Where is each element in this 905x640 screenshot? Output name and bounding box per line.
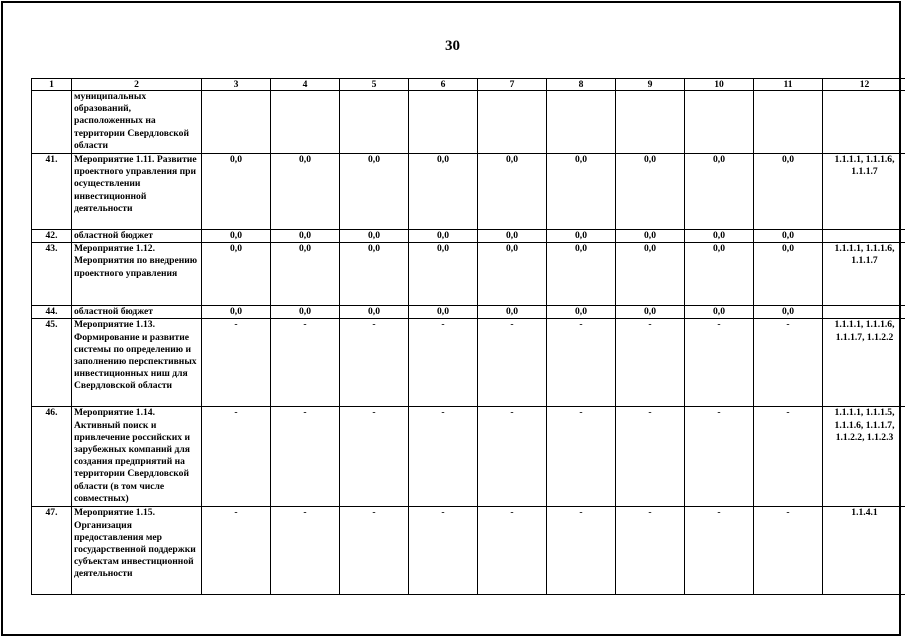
- value-cell: -: [271, 507, 340, 595]
- table-row: [32, 507, 905, 595]
- value-cell: 0,0: [478, 230, 547, 243]
- value-cell: -: [616, 319, 685, 407]
- row-name: областной бюджет: [72, 306, 202, 319]
- value-cell: -: [547, 407, 616, 507]
- target-indicators: 1.1.1.1, 1.1.1.6, 1.1.1.7: [823, 243, 905, 306]
- column-header: 6: [409, 79, 478, 91]
- program-table: [31, 78, 905, 595]
- column-header: 2: [72, 79, 202, 91]
- value-cell: 0,0: [685, 306, 754, 319]
- column-header: 1: [32, 79, 72, 91]
- row-number: 47.: [32, 507, 72, 595]
- value-cell: 0,0: [340, 243, 409, 306]
- row-number: 42.: [32, 230, 72, 243]
- table-row: [32, 306, 905, 319]
- value-cell: -: [547, 507, 616, 595]
- value-cell: 0,0: [547, 306, 616, 319]
- value-cell: [547, 91, 616, 154]
- value-cell: -: [340, 507, 409, 595]
- target-indicators: 1.1.1.1, 1.1.1.6, 1.1.1.7: [823, 154, 905, 230]
- value-cell: 0,0: [478, 306, 547, 319]
- table-row: [32, 319, 905, 407]
- value-cell: -: [202, 319, 271, 407]
- value-cell: -: [409, 507, 478, 595]
- value-cell: 0,0: [547, 243, 616, 306]
- row-name: Мероприятие 1.15. Организация предоставления мер государственной поддержки субъектам инвестиционной деятельности: [72, 507, 202, 595]
- value-cell: 0,0: [754, 230, 823, 243]
- value-cell: 0,0: [754, 243, 823, 306]
- value-cell: -: [340, 407, 409, 507]
- column-header: 3: [202, 79, 271, 91]
- value-cell: 0,0: [478, 154, 547, 230]
- value-cell: -: [271, 407, 340, 507]
- value-cell: [478, 91, 547, 154]
- row-name: Мероприятие 1.14. Активный поиск и привлечение российских и зарубежных компаний для создания предприятий на территории Свердловской области (в том числе совместных): [72, 407, 202, 507]
- row-number: [32, 91, 72, 154]
- row-number: 44.: [32, 306, 72, 319]
- value-cell: 0,0: [478, 243, 547, 306]
- value-cell: [340, 91, 409, 154]
- value-cell: -: [547, 319, 616, 407]
- row-number: 41.: [32, 154, 72, 230]
- value-cell: -: [685, 407, 754, 507]
- value-cell: 0,0: [547, 230, 616, 243]
- column-header: 9: [616, 79, 685, 91]
- value-cell: 0,0: [616, 306, 685, 319]
- value-cell: 0,0: [547, 154, 616, 230]
- value-cell: -: [202, 407, 271, 507]
- value-cell: 0,0: [616, 230, 685, 243]
- value-cell: -: [340, 319, 409, 407]
- value-cell: -: [616, 407, 685, 507]
- value-cell: -: [478, 407, 547, 507]
- value-cell: [685, 91, 754, 154]
- target-indicators: [823, 91, 905, 154]
- page-number: 30: [445, 38, 460, 54]
- target-indicators: [823, 230, 905, 243]
- table-row: [32, 154, 905, 230]
- value-cell: 0,0: [271, 306, 340, 319]
- value-cell: -: [409, 319, 478, 407]
- value-cell: -: [754, 319, 823, 407]
- row-number: 46.: [32, 407, 72, 507]
- target-indicators: [823, 306, 905, 319]
- value-cell: 0,0: [271, 243, 340, 306]
- column-header: 10: [685, 79, 754, 91]
- value-cell: 0,0: [685, 154, 754, 230]
- value-cell: 0,0: [202, 306, 271, 319]
- value-cell: -: [409, 407, 478, 507]
- value-cell: 0,0: [202, 154, 271, 230]
- table-row: [32, 243, 905, 306]
- value-cell: -: [271, 319, 340, 407]
- table-row: [32, 91, 905, 154]
- value-cell: -: [685, 507, 754, 595]
- row-name: областной бюджет: [72, 230, 202, 243]
- value-cell: 0,0: [202, 243, 271, 306]
- value-cell: -: [685, 319, 754, 407]
- row-name: Мероприятие 1.13. Формирование и развитие системы по определению и заполнению перспективных инвестиционных ниш для Свердловской области: [72, 319, 202, 407]
- value-cell: [616, 91, 685, 154]
- table-row: [32, 407, 905, 507]
- value-cell: 0,0: [202, 230, 271, 243]
- row-name: Мероприятие 1.12. Мероприятия по внедрению проектного управления: [72, 243, 202, 306]
- value-cell: -: [754, 407, 823, 507]
- value-cell: 0,0: [340, 230, 409, 243]
- table-row: [32, 230, 905, 243]
- value-cell: 0,0: [271, 154, 340, 230]
- value-cell: 0,0: [616, 154, 685, 230]
- target-indicators: 1.1.1.1, 1.1.1.6, 1.1.1.7, 1.1.2.2: [823, 319, 905, 407]
- value-cell: [754, 91, 823, 154]
- row-number: 43.: [32, 243, 72, 306]
- value-cell: -: [478, 507, 547, 595]
- value-cell: 0,0: [409, 230, 478, 243]
- value-cell: 0,0: [754, 154, 823, 230]
- value-cell: -: [616, 507, 685, 595]
- value-cell: 0,0: [685, 230, 754, 243]
- row-name: муниципальных образований, расположенных на территории Свердловской области: [72, 91, 202, 154]
- value-cell: [409, 91, 478, 154]
- value-cell: [271, 91, 340, 154]
- value-cell: -: [754, 507, 823, 595]
- value-cell: 0,0: [685, 243, 754, 306]
- value-cell: [202, 91, 271, 154]
- column-header: 4: [271, 79, 340, 91]
- value-cell: 0,0: [409, 243, 478, 306]
- column-header: 7: [478, 79, 547, 91]
- value-cell: 0,0: [409, 154, 478, 230]
- column-header: 5: [340, 79, 409, 91]
- column-header: 11: [754, 79, 823, 91]
- row-name: Мероприятие 1.11. Развитие проектного управления при осуществлении инвестиционной деятельности: [72, 154, 202, 230]
- column-header: 12: [823, 79, 905, 91]
- value-cell: -: [202, 507, 271, 595]
- value-cell: 0,0: [340, 154, 409, 230]
- value-cell: -: [478, 319, 547, 407]
- target-indicators: 1.1.4.1: [823, 507, 905, 595]
- column-header: 8: [547, 79, 616, 91]
- value-cell: 0,0: [409, 306, 478, 319]
- header-row: [32, 79, 905, 91]
- target-indicators: 1.1.1.1, 1.1.1.5, 1.1.1.6, 1.1.1.7, 1.1.2.2, 1.1.2.3: [823, 407, 905, 507]
- value-cell: 0,0: [754, 306, 823, 319]
- row-number: 45.: [32, 319, 72, 407]
- value-cell: 0,0: [616, 243, 685, 306]
- value-cell: 0,0: [271, 230, 340, 243]
- value-cell: 0,0: [340, 306, 409, 319]
